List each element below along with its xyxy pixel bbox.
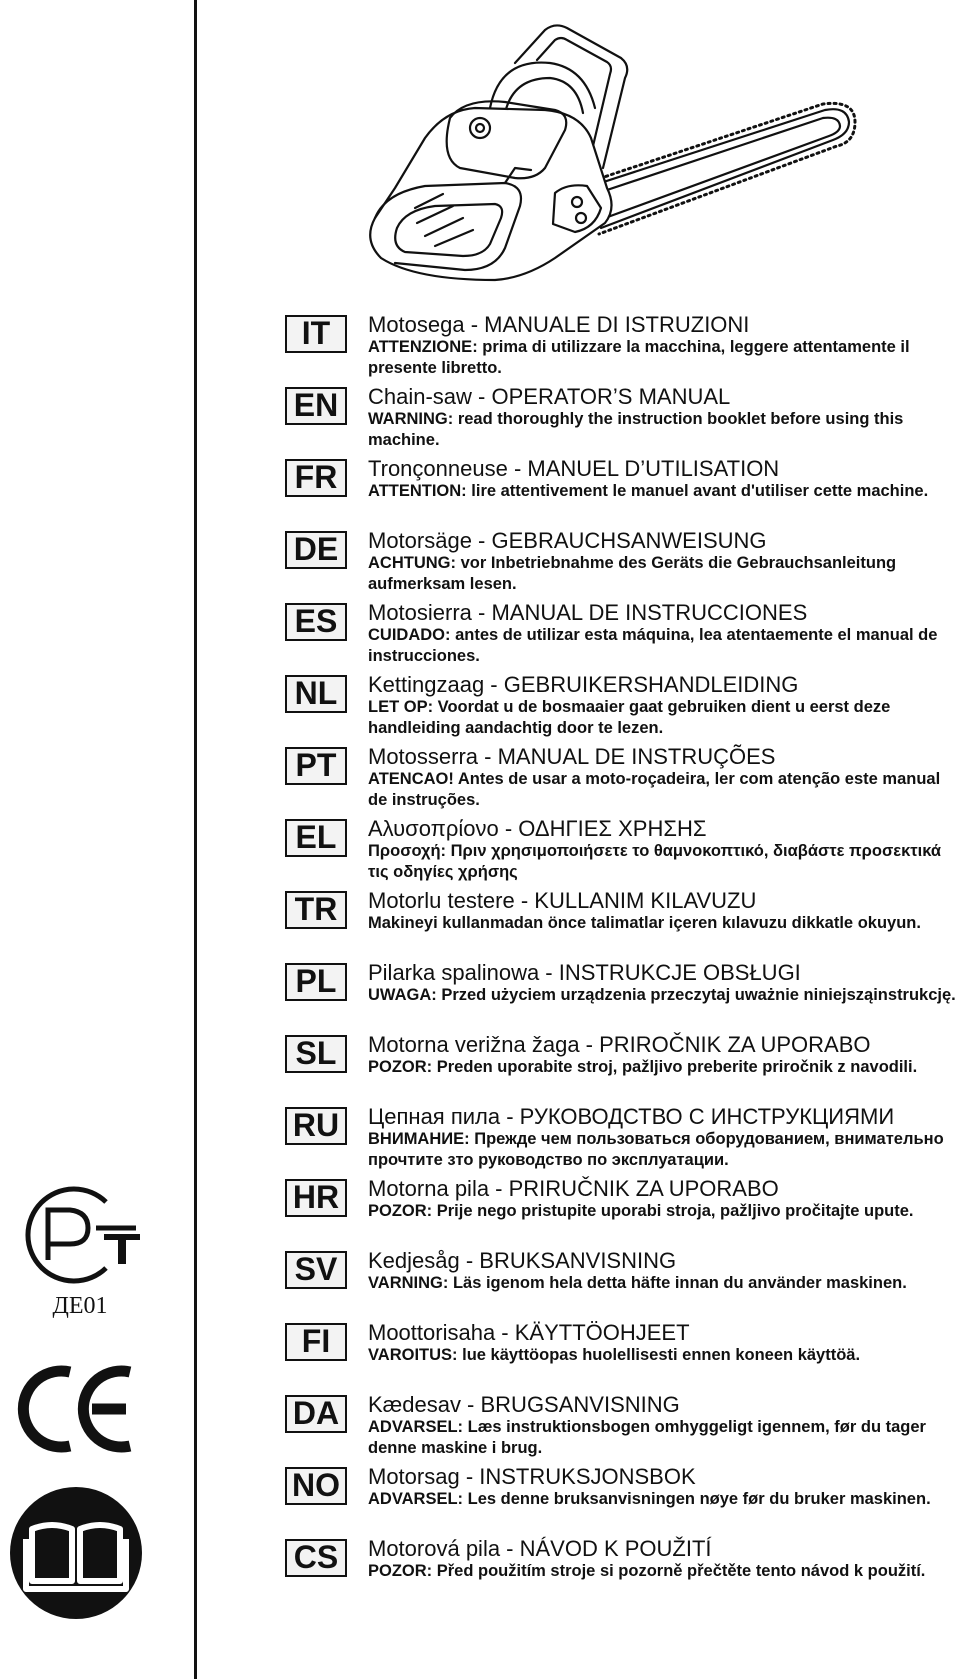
warning-text: ADVARSEL: Les denne bruksanvisningen nøye før du bruker maskinen.: [368, 1490, 931, 1508]
entry-sl: [285, 1032, 955, 1104]
language-code-badge: IT: [285, 315, 347, 353]
manual-title: Chain-saw - OPERATOR’S MANUAL: [368, 384, 731, 409]
manual-title: Kædesav - BRUGSANVISNING: [368, 1392, 680, 1417]
language-code-badge: SL: [285, 1035, 347, 1073]
language-code-badge: EN: [285, 387, 347, 425]
ce-mark-icon: [16, 1362, 138, 1454]
manual-title: Motorsäge - GEBRAUCHSANWEISUNG: [368, 528, 767, 553]
warning-text: WARNING: read thoroughly the instruction booklet before using this machine.: [368, 410, 904, 449]
language-code-badge: FR: [285, 459, 347, 497]
language-code-badge: RU: [285, 1107, 347, 1145]
warning-text: ATTENZIONE: prima di utilizzare la macchina, leggere attentamente il presente libretto.: [368, 338, 910, 377]
language-code-badge: DE: [285, 531, 347, 569]
manual-title: Motorna pila - PRIRUČNIK ZA UPORABO: [368, 1176, 779, 1201]
manual-title: Αλυσοπρίονο - ΟΔΗΓΙΕΣ ΧΡΗΣΗΣ: [368, 816, 707, 841]
warning-text: POZOR: Prije nego pristupite uporabi stroja, pažljivo pročitajte upute.: [368, 1202, 914, 1220]
warning-text: UWAGA: Przed użyciem urządzenia przeczytaj uważnie niniejsząinstrukcję.: [368, 986, 956, 1004]
warning-text: ATENCAO! Antes de usar a moto-roçadeira, ler com atenção este manual de instruções.: [368, 770, 941, 809]
manual-title: Motorlu testere - KULLANIM KILAVUZU: [368, 888, 757, 913]
entry-ru: [285, 1104, 955, 1176]
language-code-badge: NL: [285, 675, 347, 713]
language-code-badge: SV: [285, 1251, 347, 1289]
manual-title: Pilarka spalinowa - INSTRUKCJE OBSŁUGI: [368, 960, 801, 985]
entry-en: [285, 384, 955, 456]
entry-no: [285, 1464, 955, 1536]
language-code-badge: PT: [285, 747, 347, 785]
manual-title: Moottorisaha - KÄYTTÖOHJEET: [368, 1320, 690, 1345]
gost-code: ДЕ01: [52, 1293, 108, 1319]
manual-title: Motorsag - INSTRUKSJONSBOK: [368, 1464, 696, 1489]
language-code-badge: EL: [285, 819, 347, 857]
entry-nl: [285, 672, 955, 744]
manual-title: Kettingzaag - GEBRUIKERSHANDLEIDING: [368, 672, 799, 697]
warning-text: ADVARSEL: Læs instruktionsbogen omhyggeligt igennem, før du tager denne maskine i brug.: [368, 1418, 926, 1457]
manual-title: Tronçonneuse - MANUEL D’UTILISATION: [368, 456, 780, 481]
manual-title: Motosserra - MANUAL DE INSTRUÇÕES: [368, 744, 776, 769]
language-code-badge: DA: [285, 1395, 347, 1433]
warning-text: VARNING: Läs igenom hela detta häfte innan du använder maskinen.: [368, 1274, 907, 1292]
warning-text: Προσοχή: Πριν χρησιμοποιήσετε το θαμνοκοπτικό, διαβάστε προσεκτικά τις οδηγίες χρήσης: [368, 842, 942, 881]
warning-text: ACHTUNG: vor Inbetriebnahme des Geräts die Gebrauchsanleitung aufmerksam lesen.: [368, 554, 897, 593]
language-code-badge: CS: [285, 1539, 347, 1577]
entry-fr: [285, 456, 955, 528]
language-code-badge: PL: [285, 963, 347, 1001]
gost-certification-icon: [8, 1180, 148, 1290]
manual-title: Motorna verižna žaga - PRIROČNIK ZA UPORABO: [368, 1032, 871, 1057]
warning-text: Makineyi kullanmadan önce talimatlar içeren kılavuzu dikkatle okuyun.: [368, 914, 921, 932]
warning-text: POZOR: Preden uporabite stroj, pažljivo preberite priročnik z navodili.: [368, 1058, 918, 1076]
entry-da: [285, 1392, 955, 1464]
chainsaw-illustration: [355, 18, 875, 308]
manual-title: Motorová pila - NÁVOD K POUŽITÍ: [368, 1536, 712, 1561]
entry-es: [285, 600, 955, 672]
entry-cs: [285, 1536, 955, 1608]
entry-hr: [285, 1176, 955, 1248]
warning-text: ВНИМАНИЕ: Прежде чем пользоваться оборудованием, внимательно прочтите зто руководство по эксплуатации.: [368, 1130, 944, 1169]
manual-title: Motosierra - MANUAL DE INSTRUCCIONES: [368, 600, 808, 625]
language-code-badge: ES: [285, 603, 347, 641]
manual-title: Motosega - MANUALE DI ISTRUZIONI: [368, 312, 750, 337]
warning-text: LET OP: Voordat u de bosmaaier gaat gebruiken dient u eerst deze handleiding aandachtig door te lezen.: [368, 698, 891, 737]
warning-text: VAROITUS: lue käyttöopas huolellisesti ennen koneen käyttöä.: [368, 1346, 861, 1364]
entry-pt: [285, 744, 955, 816]
entry-tr: [285, 888, 955, 960]
entry-el: [285, 816, 955, 888]
warning-text: POZOR: Před použitím stroje si pozorně přečtěte tento návod k použití.: [368, 1562, 926, 1580]
vertical-divider: [194, 0, 197, 1679]
manual-title: Цепная пила - РУКОВОДСТВО С ИНСТРУКЦИЯМИ: [368, 1104, 895, 1129]
language-code-badge: HR: [285, 1179, 347, 1217]
warning-text: ATTENTION: lire attentivement le manuel avant d'utiliser cette machine.: [368, 482, 929, 500]
entry-it: [285, 312, 955, 384]
read-manual-icon: [8, 1485, 144, 1621]
entry-de: [285, 528, 955, 600]
warning-text: CUIDADO: antes de utilizar esta máquina, lea atentaemente el manual de instrucciones.: [368, 626, 938, 665]
language-list: [285, 312, 955, 1608]
language-code-badge: TR: [285, 891, 347, 929]
language-code-badge: NO: [285, 1467, 347, 1505]
manual-title: Kedjesåg - BRUKSANVISNING: [368, 1248, 677, 1273]
entry-sv: [285, 1248, 955, 1320]
entry-pl: [285, 960, 955, 1032]
entry-fi: [285, 1320, 955, 1392]
language-code-badge: FI: [285, 1323, 347, 1361]
